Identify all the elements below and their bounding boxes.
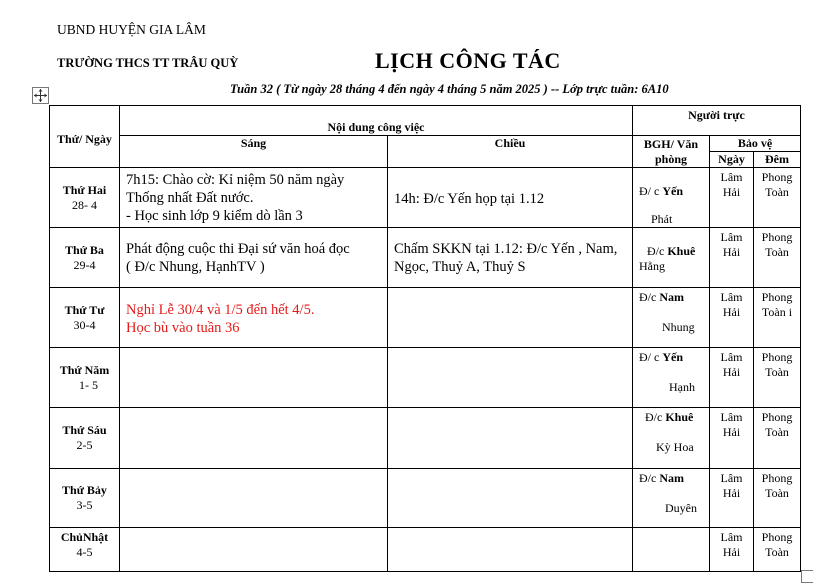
bgh-second: Phát bbox=[651, 212, 673, 226]
guard-day-cell bbox=[710, 168, 754, 228]
guard-name: Hải bbox=[722, 305, 741, 319]
day-date: 30-4 bbox=[73, 317, 96, 332]
bgh-prefix: Đ/c bbox=[645, 410, 666, 424]
guard-day-cell bbox=[710, 228, 754, 288]
table-resize-handle-icon[interactable] bbox=[801, 570, 813, 583]
bgh-cell bbox=[633, 228, 710, 288]
guard-day-cell bbox=[710, 408, 754, 469]
morning-line: - Học sinh lớp 9 kiểm dò lần 3 bbox=[126, 208, 303, 224]
header-bgh: BGH/ Văn phòng bbox=[633, 136, 710, 168]
day-name: Thứ Năm bbox=[59, 362, 110, 377]
morning-cell bbox=[120, 348, 388, 408]
holiday-line: Học bù vào tuần 36 bbox=[126, 320, 240, 336]
guard-name: Toàn i bbox=[761, 305, 793, 319]
day-cell bbox=[50, 469, 120, 528]
table-row bbox=[50, 408, 801, 469]
table-row bbox=[50, 528, 801, 572]
table-row bbox=[50, 348, 801, 408]
bgh-second: Duyên bbox=[665, 501, 697, 515]
bgh-prefix: Đ/ c bbox=[639, 184, 663, 198]
guard-name: Toàn bbox=[765, 185, 789, 199]
header-duty: Người trực bbox=[633, 106, 801, 136]
header-content: Nội dung công việc bbox=[120, 106, 633, 136]
header-morning: Sáng bbox=[120, 136, 388, 168]
bgh-second: Hằng bbox=[639, 259, 665, 273]
day-name: Thứ Ba bbox=[65, 242, 104, 257]
bgh-cell bbox=[633, 408, 710, 469]
day-name: Thứ Sáu bbox=[62, 423, 107, 437]
afternoon-cell bbox=[388, 469, 633, 528]
morning-line: 7h15: Chào cờ: Kỉ niệm 50 năm ngày bbox=[126, 172, 345, 188]
guard-night-cell bbox=[754, 288, 801, 348]
day-name: Thứ Tư bbox=[64, 302, 105, 317]
guard-name: Hải bbox=[722, 185, 741, 199]
guard-name: Lâm bbox=[720, 410, 743, 424]
afternoon-line: Chấm SKKN tại 1.12: Đ/c Yến , Nam, bbox=[394, 241, 618, 257]
bgh-name: Nam bbox=[659, 290, 684, 304]
guard-night-cell bbox=[754, 168, 801, 228]
guard-name: Toàn bbox=[765, 486, 789, 500]
day-date: 4-5 bbox=[76, 545, 93, 559]
morning-cell bbox=[120, 228, 388, 288]
day-cell bbox=[50, 288, 120, 348]
holiday-line: Nghỉ Lễ 30/4 và 1/5 đến hết 4/5. bbox=[126, 302, 315, 318]
header-day bbox=[50, 106, 120, 168]
guard-night-cell bbox=[754, 228, 801, 288]
bgh-name: Khuê bbox=[665, 410, 694, 424]
bgh-second: Hạnh bbox=[669, 380, 695, 394]
guard-day-cell bbox=[710, 528, 754, 572]
table-row bbox=[50, 288, 801, 348]
afternoon-line: 14h: Đ/c Yến họp tại 1.12 bbox=[394, 191, 545, 207]
bgh-name: Yến bbox=[662, 184, 683, 198]
header-guard-day: Ngày bbox=[710, 152, 754, 168]
guard-night-cell bbox=[754, 348, 801, 408]
guard-name: Phong bbox=[761, 170, 793, 184]
bgh-prefix: Đ/c bbox=[639, 290, 660, 304]
guard-name: Phong bbox=[761, 350, 793, 364]
day-date: 1- 5 bbox=[79, 377, 98, 392]
guard-name: Lâm bbox=[720, 170, 743, 184]
school-name: TRƯỜNG THCS TT TRÂU QUỲ bbox=[57, 56, 239, 70]
guard-name: Lâm bbox=[720, 230, 743, 244]
afternoon-cell bbox=[388, 288, 633, 348]
header-afternoon: Chiều bbox=[388, 136, 633, 168]
day-date: 2-5 bbox=[76, 438, 93, 452]
morning-line: Phát động cuộc thi Đại sứ văn hoá đọc bbox=[126, 241, 350, 257]
afternoon-cell bbox=[388, 528, 633, 572]
guard-day-cell bbox=[710, 348, 754, 408]
guard-day-cell bbox=[710, 469, 754, 528]
morning-cell bbox=[120, 469, 388, 528]
bgh-cell bbox=[633, 288, 710, 348]
org-name: UBND HUYỆN GIA LÂM bbox=[57, 22, 206, 37]
afternoon-line: Ngọc, Thuỷ A, Thuỷ S bbox=[394, 259, 526, 275]
bgh-cell bbox=[633, 528, 710, 572]
guard-name: Hải bbox=[722, 425, 741, 439]
morning-cell bbox=[120, 288, 388, 348]
day-cell bbox=[50, 408, 120, 469]
bgh-prefix: Đ/c bbox=[639, 471, 660, 485]
guard-night-cell bbox=[754, 469, 801, 528]
table-row bbox=[50, 168, 801, 228]
guard-name: Lâm bbox=[720, 530, 743, 544]
guard-name: Toàn bbox=[765, 245, 789, 259]
guard-night-cell bbox=[754, 408, 801, 469]
guard-name: Phong bbox=[761, 530, 793, 544]
header-day-label: Thứ/ Ngày bbox=[57, 132, 112, 146]
table-row bbox=[50, 469, 801, 528]
header-guard: Bảo vệ bbox=[710, 136, 801, 152]
guard-name: Toàn bbox=[765, 425, 789, 439]
table-row bbox=[50, 228, 801, 288]
guard-name: Hải bbox=[722, 365, 741, 379]
bgh-name: Khuê bbox=[667, 244, 696, 258]
guard-name: Hải bbox=[722, 486, 741, 500]
day-cell bbox=[50, 348, 120, 408]
bgh-cell bbox=[633, 348, 710, 408]
guard-name: Hải bbox=[722, 545, 741, 559]
afternoon-cell bbox=[388, 408, 633, 469]
guard-name: Lâm bbox=[720, 290, 743, 304]
day-name: Thứ Bảy bbox=[62, 483, 107, 497]
bgh-second: Kỳ Hoa bbox=[656, 440, 694, 454]
table-move-handle-icon[interactable] bbox=[32, 87, 49, 104]
afternoon-cell bbox=[388, 228, 633, 288]
day-date: 3-5 bbox=[76, 498, 93, 512]
guard-name: Phong bbox=[761, 471, 793, 485]
guard-name: Lâm bbox=[720, 350, 743, 364]
morning-cell bbox=[120, 408, 388, 469]
day-name: Thứ Hai bbox=[62, 182, 107, 197]
day-cell bbox=[50, 168, 120, 228]
afternoon-cell bbox=[388, 168, 633, 228]
day-cell bbox=[50, 228, 120, 288]
guard-name: Toàn bbox=[765, 365, 789, 379]
guard-night-cell bbox=[754, 528, 801, 572]
morning-cell bbox=[120, 168, 388, 228]
header-guard-night: Đêm bbox=[754, 152, 801, 168]
guard-name: Hải bbox=[722, 245, 741, 259]
morning-line: ( Đ/c Nhung, HạnhTV ) bbox=[126, 259, 265, 275]
page-title: LỊCH CÔNG TÁC bbox=[375, 48, 561, 73]
bgh-name: Nam bbox=[659, 471, 684, 485]
day-cell bbox=[50, 528, 120, 572]
bgh-cell bbox=[633, 469, 710, 528]
guard-name: Toàn bbox=[765, 545, 789, 559]
schedule-table bbox=[49, 105, 801, 572]
afternoon-cell bbox=[388, 348, 633, 408]
morning-cell bbox=[120, 528, 388, 572]
guard-name: Phong bbox=[761, 410, 793, 424]
day-name: ChủNhật bbox=[60, 530, 109, 544]
bgh-name: Yến bbox=[662, 350, 683, 364]
morning-line: Thống nhất Đất nước. bbox=[126, 190, 254, 206]
guard-name: Lâm bbox=[720, 471, 743, 485]
guard-name: Phong bbox=[761, 230, 793, 244]
week-info: Tuần 32 ( Từ ngày 28 tháng 4 đến ngày 4 tháng 5 năm 2025 ) -- Lớp trực tuần: 6A10 bbox=[230, 82, 669, 96]
guard-name: Phong bbox=[761, 290, 793, 304]
bgh-prefix: Đ/ c bbox=[639, 350, 663, 364]
guard-day-cell bbox=[710, 288, 754, 348]
bgh-cell bbox=[633, 168, 710, 228]
day-date: 28- 4 bbox=[72, 197, 97, 212]
bgh-prefix: Đ/c bbox=[647, 244, 668, 258]
day-date: 29-4 bbox=[73, 257, 96, 272]
bgh-second: Nhung bbox=[662, 320, 695, 334]
